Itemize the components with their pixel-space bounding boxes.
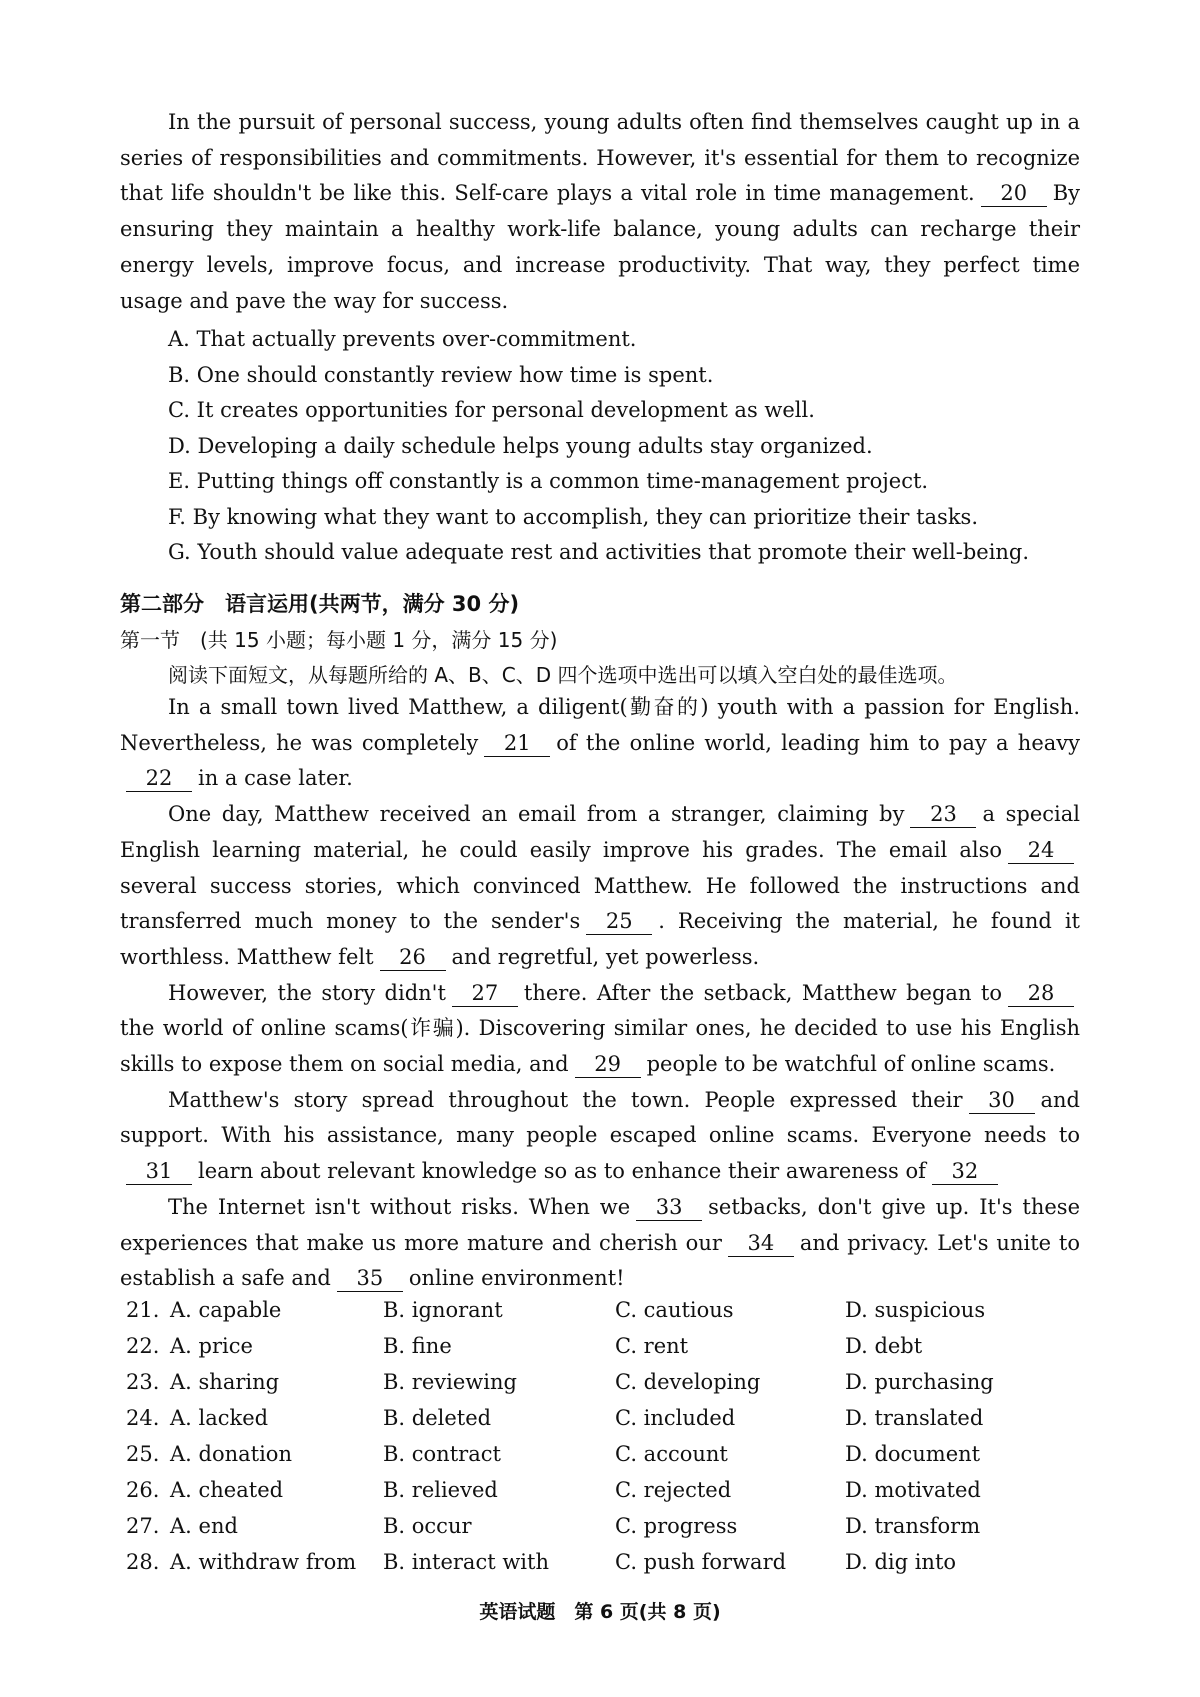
question-row xyxy=(120,1370,1080,1406)
passage-text: By ensuring they maintain a healthy work-life balance, young adults can recharge their energy levels, improve focus, and increase productivity. That way, they perfect time usage and pave the way for success. xyxy=(120,181,1080,313)
choice-d: D. motivated xyxy=(845,1478,981,1502)
choice-b: B. contract xyxy=(383,1442,501,1466)
choice-c: C. account xyxy=(615,1442,728,1466)
choice-b: B. interact with xyxy=(383,1550,549,1574)
blank-24: 24 xyxy=(1008,837,1074,864)
cloze-text: in a case later. xyxy=(198,766,353,791)
blank-25: 25 xyxy=(586,908,652,935)
option-f: F. By knowing what they want to accomplish, they can prioritize their tasks. xyxy=(168,504,978,529)
blank-32: 32 xyxy=(932,1158,998,1185)
choice-a: A. capable xyxy=(170,1298,282,1322)
choice-c: C. push forward xyxy=(615,1550,787,1574)
blank-30: 30 xyxy=(969,1087,1035,1114)
cloze-paragraph xyxy=(120,1083,1080,1190)
question-row xyxy=(120,1406,1080,1442)
choice-c: C. included xyxy=(615,1406,736,1430)
choice-c: C. rejected xyxy=(615,1478,732,1502)
cloze-text: there. After the setback, Matthew began to xyxy=(523,980,1002,1005)
choice-d: D. transform xyxy=(845,1514,981,1538)
blank-23: 23 xyxy=(910,801,976,828)
choice-b: B. relieved xyxy=(383,1478,498,1502)
question-row xyxy=(120,1478,1080,1514)
passage-text: In the pursuit of personal success, young adults often find themselves caught up in a series of responsibilities and commitments. However, it's essential for them to recognize that life shouldn't be like this. Self-care plays a vital role in time management. xyxy=(120,110,1080,206)
choice-b: B. deleted xyxy=(383,1406,492,1430)
cloze-text: and regretful, yet powerless. xyxy=(451,944,760,969)
question-options-table xyxy=(120,1298,1080,1586)
option-a: A. That actually prevents over-commitment. xyxy=(168,327,637,351)
choice-a: A. end xyxy=(170,1514,238,1538)
question-row xyxy=(120,1442,1080,1478)
choice-d: D. translated xyxy=(845,1406,984,1430)
cloze-text: The Internet isn't without risks. When we xyxy=(168,1194,631,1219)
cloze-text: In a small town lived Matthew, a diligent(勤奋的) youth with a passion for English. Nevertheless, he was completely xyxy=(120,695,1080,755)
choice-b: B. reviewing xyxy=(383,1370,517,1394)
cloze-text: One day, Matthew received an email from a stranger, claiming by xyxy=(168,802,905,827)
part-two-title: 第二部分 语言运用(共两节，满分 30 分) xyxy=(120,592,520,616)
option-d: D. Developing a daily schedule helps young adults stay organized. xyxy=(168,433,873,458)
page-footer: 英语试题 第 6 页(共 8 页) xyxy=(479,1601,721,1623)
question-number: 28. xyxy=(126,1550,160,1574)
option-b: B. One should constantly review how time is spent. xyxy=(168,362,714,387)
cloze-paragraph xyxy=(120,690,1080,797)
option-c: C. It creates opportunities for personal development as well. xyxy=(168,398,815,422)
cloze-passage xyxy=(120,690,1080,1297)
cloze-text: setbacks, don't give up. It's these experiences that make us more mature and cherish our xyxy=(120,1194,1081,1255)
choice-c: C. progress xyxy=(615,1514,738,1538)
choice-d: D. dig into xyxy=(845,1550,957,1574)
cloze-text: the world of online scams(诈骗). Discovering similar ones, he decided to use his English skills to expose them on social media, and xyxy=(120,1016,1080,1077)
cloze-text: a special English learning material, he could easily improve his grades. The email also xyxy=(120,802,1080,862)
question-row xyxy=(120,1550,1080,1586)
choice-c: C. developing xyxy=(615,1370,761,1394)
cloze-paragraph xyxy=(120,976,1080,1083)
blank-29: 29 xyxy=(575,1051,641,1078)
choice-d: D. suspicious xyxy=(845,1298,986,1322)
cloze-text: learn about relevant knowledge so as to enhance their awareness of xyxy=(198,1159,926,1184)
cloze-text: . Receiving the material, he found it worthless. Matthew felt xyxy=(120,909,1080,969)
choice-d: D. document xyxy=(845,1442,981,1466)
instruction-text: 阅读下面短文，从每题所给的 A、B、C、D 四个选项中选出可以填入空白处的最佳选项。 xyxy=(168,663,958,687)
blank-21: 21 xyxy=(484,730,550,757)
choice-d: D. debt xyxy=(845,1334,923,1358)
cloze-paragraph xyxy=(120,797,1080,976)
blank-34: 34 xyxy=(728,1230,794,1257)
choice-a: A. price xyxy=(170,1334,253,1358)
question-row xyxy=(120,1298,1080,1334)
question-number: 22. xyxy=(126,1334,160,1358)
choice-a: A. withdraw from xyxy=(170,1550,357,1574)
question-number: 25. xyxy=(126,1442,160,1466)
choice-c: C. rent xyxy=(615,1334,689,1358)
cloze-text: Matthew's story spread throughout the town. People expressed their xyxy=(168,1087,963,1112)
blank-33: 33 xyxy=(636,1194,702,1221)
question-number: 21. xyxy=(126,1298,160,1322)
blank-35: 35 xyxy=(337,1265,403,1292)
blank-28: 28 xyxy=(1008,980,1074,1007)
blank-26: 26 xyxy=(380,944,446,971)
question-number: 24. xyxy=(126,1406,160,1430)
choice-a: A. sharing xyxy=(170,1370,280,1394)
question-row xyxy=(120,1514,1080,1550)
blank-27: 27 xyxy=(452,980,518,1007)
choice-b: B. fine xyxy=(383,1334,452,1358)
choice-d: D. purchasing xyxy=(845,1370,994,1394)
cloze-text: However, the story didn't xyxy=(168,980,446,1005)
cloze-text: of the online world, leading him to pay a heavy xyxy=(556,730,1080,755)
choice-a: A. lacked xyxy=(170,1406,269,1430)
cloze-text: and support. With his assistance, many people escaped online scams. Everyone needs to xyxy=(120,1087,1080,1148)
blank-22: 22 xyxy=(126,765,192,792)
section-one-title: 第一节 (共 15 小题；每小题 1 分，满分 15 分) xyxy=(120,628,558,652)
cloze-text: people to be watchful of online scams. xyxy=(646,1052,1056,1077)
option-g: G. Youth should value adequate rest and activities that promote their well-being. xyxy=(168,540,1030,564)
cloze-text: online environment! xyxy=(408,1266,625,1291)
choice-b: B. ignorant xyxy=(383,1298,503,1322)
blank-20: 20 xyxy=(981,180,1047,207)
question-number: 23. xyxy=(126,1370,160,1394)
blank-31: 31 xyxy=(126,1158,192,1185)
question-number: 27. xyxy=(126,1514,160,1538)
cloze-text: and privacy. Let's unite to establish a safe and xyxy=(120,1230,1080,1291)
choice-a: A. donation xyxy=(170,1442,292,1466)
option-e: E. Putting things off constantly is a common time-management project. xyxy=(168,469,929,493)
choice-b: B. occur xyxy=(383,1514,472,1538)
seven-options-list xyxy=(168,322,1029,571)
passage-intro xyxy=(120,105,1080,319)
cloze-paragraph xyxy=(120,1190,1080,1297)
choice-c: C. cautious xyxy=(615,1298,734,1322)
cloze-text: several success stories, which convinced Matthew. He followed the instructions and transferred much money to the sender's xyxy=(120,873,1080,934)
question-row xyxy=(120,1334,1080,1370)
question-number: 26. xyxy=(126,1478,160,1502)
choice-a: A. cheated xyxy=(170,1478,284,1502)
